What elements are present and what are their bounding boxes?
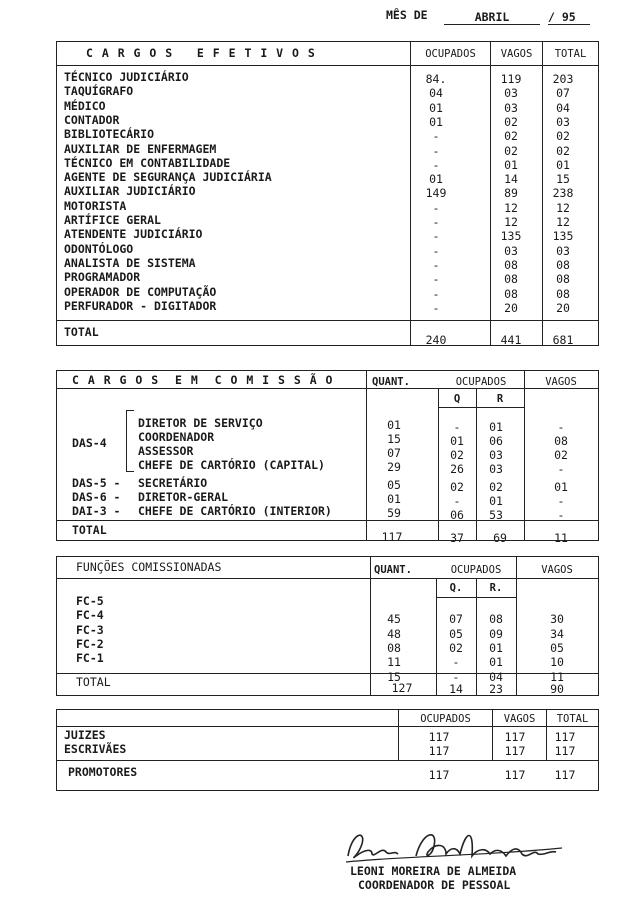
comissao-col-r: R xyxy=(496,393,504,405)
efetivos-row-total: 12 xyxy=(556,200,570,215)
efetivos-row-ocupados: - xyxy=(432,200,440,215)
funcoes-row-q: - xyxy=(452,669,460,684)
efetivos-row-ocupados: 01 xyxy=(429,172,443,187)
das4-label: DAS-4 xyxy=(72,436,107,450)
comissao-total-quant: 117 xyxy=(381,530,403,544)
comissao-row-cargo: SECRETÁRIO xyxy=(138,476,208,490)
comissao-row-q: 06 xyxy=(450,508,464,522)
efetivos-row-ocupados: - xyxy=(432,129,440,144)
comissao-col-quant: QUANT. xyxy=(372,376,410,388)
funcoes-row-quant: 45 xyxy=(387,612,401,627)
efetivos-row-total: 07 xyxy=(556,86,570,101)
efetivos-row-vagos: 02 xyxy=(504,143,518,158)
comissao-row-vagos: 02 xyxy=(554,448,568,462)
comissao-row-vagos: - xyxy=(557,420,565,434)
efetivos-row-ocupados: - xyxy=(432,243,440,258)
comissao-row-vagos: - xyxy=(557,508,565,522)
efetivos-row-total: 03 xyxy=(556,114,570,129)
comissao-row-r: 53 xyxy=(489,508,503,522)
efetivos-row-cargo: MOTORISTA xyxy=(64,198,127,213)
comissao-row-grupo: DAS-6 - xyxy=(72,490,121,504)
efetivos-row-cargo: ARTÍFICE GERAL xyxy=(64,213,161,227)
comissao-row-vagos: - xyxy=(557,494,565,508)
efetivos-row-vagos: 12 xyxy=(504,200,518,215)
comissao-row-quant: 59 xyxy=(387,506,401,520)
comissao-row-vagos: 08 xyxy=(554,434,568,448)
funcoes-row-quant: 11 xyxy=(387,655,401,670)
efetivos-row-vagos: 08 xyxy=(504,272,518,287)
comissao-row-r: 06 xyxy=(489,434,503,448)
funcoes-row-fc: FC-2 xyxy=(76,636,104,651)
efetivos-row-cargo: OPERADOR DE COMPUTAÇÃO xyxy=(64,284,217,299)
funcoes-col-q: Q. xyxy=(449,582,463,594)
juizes-col-total: TOTAL xyxy=(556,713,589,725)
efetivos-row-vagos: 119 xyxy=(500,72,522,86)
efetivos-row-ocupados: - xyxy=(432,157,440,172)
funcoes-total-quant: 127 xyxy=(391,681,413,695)
efetivos-col-total: TOTAL xyxy=(554,48,587,60)
comissao-row-cargo: CHEFE DE CARTÓRIO (INTERIOR) xyxy=(138,504,332,518)
efetivos-row-cargo: AUXILIAR DE ENFERMAGEM xyxy=(64,141,217,156)
comissao-total-r: 69 xyxy=(493,531,507,545)
comissao-row-q: - xyxy=(453,494,461,508)
funcoes-row-quant: 08 xyxy=(387,640,401,655)
comissao-row-cargo: ASSESSOR xyxy=(138,444,194,458)
efetivos-row-cargo: TAQUÍGRAFO xyxy=(64,84,134,99)
comissao-total-vagos: 11 xyxy=(554,531,568,545)
funcoes-row-quant: 15 xyxy=(387,669,401,684)
efetivos-row-total: 01 xyxy=(556,157,570,172)
funcoes-row-fc: FC-1 xyxy=(76,651,104,666)
comissao-row-r: 03 xyxy=(489,462,503,476)
ano-value: / 95 xyxy=(548,10,590,25)
juizes-row-vagos: 117 xyxy=(504,730,526,744)
comissao-row-cargo: CHEFE DE CARTÓRIO (CAPITAL) xyxy=(138,458,325,472)
efetivos-row-vagos: 135 xyxy=(500,229,522,244)
comissao-col-ocupados: OCUPADOS xyxy=(455,376,507,388)
funcoes-row-q: 07 xyxy=(449,612,463,627)
signatory-name: LEONI MOREIRA DE ALMEIDA xyxy=(350,864,517,878)
funcoes-row-q: 05 xyxy=(449,626,463,641)
comissao-total-q: 37 xyxy=(450,531,464,545)
efetivos-row-vagos: 01 xyxy=(504,157,518,172)
efetivos-row-cargo: PROGRAMADOR xyxy=(64,270,141,285)
efetivos-row-vagos: 89 xyxy=(504,186,518,201)
funcoes-row-quant: 48 xyxy=(387,626,401,641)
efetivos-total-vagos: 441 xyxy=(500,333,522,347)
das4-bracket xyxy=(126,410,127,472)
efetivos-row-total: 02 xyxy=(556,129,570,144)
efetivos-row-total: 12 xyxy=(556,215,570,229)
comissao-row-cargo: DIRETOR DE SERVIÇO xyxy=(138,416,263,430)
efetivos-row-vagos: 20 xyxy=(504,300,518,315)
comissao-row-q: 02 xyxy=(450,448,464,462)
comissao-row-vagos: - xyxy=(557,462,565,476)
funcoes-row-vagos: 05 xyxy=(550,640,564,655)
juizes-row-ocupados: 117 xyxy=(428,744,450,758)
juizes-row-ocupados: 117 xyxy=(428,730,450,744)
funcoes-row-r: 01 xyxy=(489,655,503,670)
efetivos-row-cargo: ATENDENTE JUDICIÁRIO xyxy=(64,227,203,242)
funcoes-row-fc: FC-4 xyxy=(76,608,104,623)
comissao-title: C A R G O S E M C O M I S S Ã O xyxy=(72,373,334,387)
efetivos-row-total: 135 xyxy=(552,229,574,244)
efetivos-row-total: 08 xyxy=(556,286,570,301)
efetivos-row-cargo: MÉDICO xyxy=(64,98,106,113)
efetivos-row-total: 203 xyxy=(552,72,574,86)
funcoes-row-vagos: 11 xyxy=(550,669,564,684)
efetivos-row-vagos: 03 xyxy=(504,243,518,258)
efetivos-row-total: 15 xyxy=(556,172,570,187)
efetivos-row-vagos: 02 xyxy=(504,114,518,129)
efetivos-row-cargo: TÉCNICO EM CONTABILIDADE xyxy=(64,155,231,170)
efetivos-row-cargo: PERFURADOR - DIGITADOR xyxy=(64,298,217,313)
juizes-col-vagos: VAGOS xyxy=(503,713,536,725)
efetivos-title: C A R G O S E F E T I V O S xyxy=(86,46,316,60)
juizes-row-label: JUIZES xyxy=(64,728,106,742)
efetivos-row-total: 238 xyxy=(552,186,574,201)
efetivos-row-ocupados: - xyxy=(432,286,440,301)
comissao-row-r: 01 xyxy=(489,494,503,508)
efetivos-row-ocupados: 01 xyxy=(429,100,443,115)
juizes-row-label: ESCRIVÃES xyxy=(64,742,127,756)
comissao-row-q: 02 xyxy=(450,480,464,494)
efetivos-row-total: 02 xyxy=(556,143,570,158)
efetivos-row-ocupados: - xyxy=(432,257,440,272)
funcoes-row-fc: FC-5 xyxy=(76,594,104,608)
funcoes-title: FUNÇÕES COMISSIONADAS xyxy=(76,560,222,574)
funcoes-row-vagos: 30 xyxy=(550,612,564,627)
funcoes-col-r: R. xyxy=(489,582,503,594)
efetivos-row-total: 08 xyxy=(556,257,570,272)
efetivos-row-ocupados: - xyxy=(432,229,440,244)
efetivos-row-ocupados: - xyxy=(432,300,440,315)
comissao-row-r: 02 xyxy=(489,480,503,494)
efetivos-total-label: TOTAL xyxy=(64,325,99,339)
efetivos-row-cargo: AUXILIAR JUDICIÁRIO xyxy=(64,184,196,199)
efetivos-row-vagos: 02 xyxy=(504,129,518,144)
efetivos-row-cargo: ANALISTA DE SISTEMA xyxy=(64,255,196,270)
efetivos-col-ocupados: OCUPADOS xyxy=(425,48,476,60)
efetivos-col-vagos: VAGOS xyxy=(500,48,533,60)
comissao-col-vagos: VAGOS xyxy=(545,376,577,388)
comissao-row-r: 03 xyxy=(489,448,503,462)
efetivos-total-ocupados: 240 xyxy=(425,333,447,347)
mes-value: ABRIL xyxy=(444,10,540,25)
efetivos-row-cargo: ODONTÓLOGO xyxy=(64,241,134,256)
efetivos-row-ocupados: 84. xyxy=(425,72,447,86)
efetivos-row-ocupados: 149 xyxy=(425,186,447,201)
comissao-row-quant: 01 xyxy=(387,418,401,432)
efetivos-row-ocupados: - xyxy=(432,143,440,158)
comissao-row-cargo: COORDENADOR xyxy=(138,430,215,444)
signatory-role: COORDENADOR DE PESSOAL xyxy=(358,878,511,892)
funcoes-row-fc: FC-3 xyxy=(76,622,104,637)
funcoes-row-vagos: 34 xyxy=(550,626,564,641)
comissao-row-quant: 15 xyxy=(387,432,401,446)
efetivos-row-vagos: 03 xyxy=(504,86,518,101)
efetivos-row-vagos: 12 xyxy=(504,215,518,229)
funcoes-total-r: 23 xyxy=(489,682,503,696)
efetivos-row-vagos: 14 xyxy=(504,172,518,187)
comissao-col-q: Q xyxy=(453,393,461,405)
comissao-row-q: - xyxy=(453,420,461,434)
efetivos-row-ocupados: 04 xyxy=(429,86,443,101)
efetivos-row-cargo: AGENTE DE SEGURANÇA JUDICIÁRIA xyxy=(64,170,272,185)
promotores-ocupados: 117 xyxy=(428,768,450,782)
funcoes-row-q: 02 xyxy=(449,640,463,655)
comissao-row-quant: 05 xyxy=(387,478,401,492)
efetivos-row-cargo: BIBLIOTECÁRIO xyxy=(64,127,155,142)
funcoes-row-vagos: 10 xyxy=(550,655,564,670)
comissao-row-quant: 29 xyxy=(387,460,401,474)
comissao-row-q: 26 xyxy=(450,462,464,476)
comissao-total-label: TOTAL xyxy=(72,523,107,537)
comissao-row-quant: 01 xyxy=(387,492,401,506)
funcoes-row-r: 09 xyxy=(489,626,503,641)
promotores-total: 117 xyxy=(554,768,576,782)
comissao-row-r: 01 xyxy=(489,420,503,434)
comissao-row-grupo: DAS-5 - xyxy=(72,476,121,490)
efetivos-row-total: 20 xyxy=(556,300,570,315)
funcoes-total-q: 14 xyxy=(449,682,463,696)
efetivos-row-vagos: 08 xyxy=(504,257,518,272)
funcoes-row-r: 04 xyxy=(489,669,503,684)
mes-label: MÊS DE xyxy=(386,8,428,22)
efetivos-row-total: 04 xyxy=(556,100,570,115)
funcoes-col-vagos: VAGOS xyxy=(541,564,573,576)
promotores-label: PROMOTORES xyxy=(68,765,138,779)
funcoes-row-r: 01 xyxy=(489,640,503,655)
funcoes-row-q: - xyxy=(452,655,460,670)
efetivos-row-total: 03 xyxy=(556,243,570,258)
efetivos-row-vagos: 08 xyxy=(504,286,518,301)
efetivos-row-ocupados: - xyxy=(432,272,440,287)
comissao-row-cargo: DIRETOR-GERAL xyxy=(138,490,229,504)
efetivos-total-total: 681 xyxy=(552,333,574,347)
juizes-col-ocupados: OCUPADOS xyxy=(420,713,471,725)
comissao-row-grupo: DAI-3 - xyxy=(72,504,121,518)
juizes-row-total: 117 xyxy=(554,730,576,744)
efetivos-row-vagos: 03 xyxy=(504,100,518,115)
funcoes-col-ocupados: OCUPADOS xyxy=(450,564,502,576)
efetivos-row-ocupados: - xyxy=(432,215,440,229)
funcoes-total-vagos: 90 xyxy=(550,682,564,696)
comissao-row-quant: 07 xyxy=(387,446,401,460)
funcoes-total-label: TOTAL xyxy=(76,675,111,689)
efetivos-row-cargo: TÉCNICO JUDICIÁRIO xyxy=(64,70,189,84)
funcoes-col-quant: QUANT. xyxy=(374,564,412,576)
funcoes-row-r: 08 xyxy=(489,612,503,627)
efetivos-row-cargo: CONTADOR xyxy=(64,112,120,127)
promotores-vagos: 117 xyxy=(504,768,526,782)
comissao-row-q: 01 xyxy=(450,434,464,448)
juizes-row-total: 117 xyxy=(554,744,576,758)
juizes-row-vagos: 117 xyxy=(504,744,526,758)
efetivos-row-total: 08 xyxy=(556,272,570,287)
comissao-row-vagos: 01 xyxy=(554,480,568,494)
efetivos-row-ocupados: 01 xyxy=(429,114,443,129)
